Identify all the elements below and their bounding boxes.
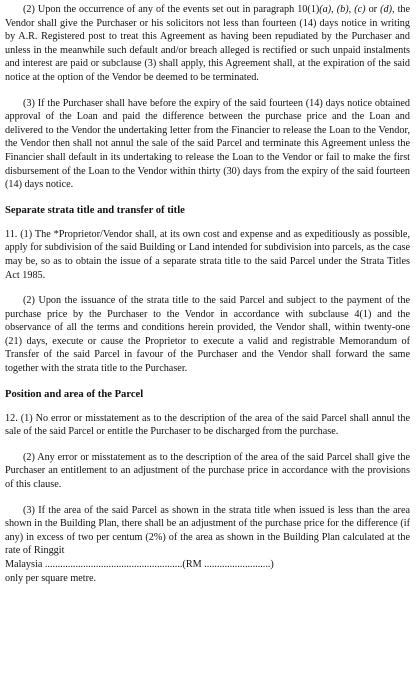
spacer [5, 376, 410, 388]
p10-2-lead: (2) Upon the occurrence of any of the events set out in paragraph 10(1) [23, 4, 320, 15]
spacer [5, 402, 410, 412]
spacer [5, 439, 410, 451]
paragraph-10-2 [5, 3, 410, 85]
spacer [5, 282, 410, 294]
p10-2-item-d: (d) [380, 4, 392, 15]
paragraph-10-3: (3) If the Purchaser shall have before the expiry of the said fourteen (14) days notice obtained approval of the Loan and paid the difference between the purchase price and the Loan and delivered to the Vendor the undertaking letter from the Financier to release the Loan to the Vendor, the Vendor then shall not annul the sale of the said Parcel and terminate this Agreement unless the Financier shall default in its undertaking to release the Loan to the Vendor or fail to make the first disbursement of the Loan to the Vendor within thirty (30) days from the expiry of the said fourteen (14) days notice. [5, 97, 410, 191]
spacer [5, 192, 410, 204]
p10-2-item-b: (b) [336, 4, 349, 15]
paragraph-12-3: (3) If the area of the said Parcel as shown in the strata title when issued is less than the area shown in the Building Plan, there shall be an adjustment of the purchase price for the difference (if any) in excess of two per centum (2%) of the area as shown in the Building Plan calculated at the rate of Ringgit [5, 504, 410, 557]
spacer [5, 85, 410, 97]
p10-2-item-c: (c) [354, 4, 366, 15]
p10-2-rest: , the Vendor shall give the Purchaser or his solicitors not less than fourteen (14) days notice in writing by A.R. Registered post to treat this Agreement as having been repudiated by the Purchaser and unless in the meanwhile such default and/or breach alleged is rectified or such unpaid instalments and interest are paid or subclause (3) shall apply, this Agreement shall, at the expiration of the said notice at the option of the Vendor be deemed to be terminated. [5, 4, 411, 83]
p10-2-sep-3: or [365, 4, 381, 15]
rate-fill-line: Malaysia ......................................................(RM ..........................) [5, 559, 274, 570]
heading-position-area: Position and area of the Parcel [5, 388, 144, 400]
paragraph-11-2: (2) Upon the issuance of the strata title to the said Parcel and subject to the payment of the purchase price by the Purchaser to the Vendor in accordance with subclause 4(1) and the observance of all the terms and conditions herein provided, the Vendor shall, within twenty-one (21) days, execute or cause the Proprietor to execute a valid and registrable Memorandum of Transfer of the said Parcel in favour of the Purchaser and the Vendor shall forward the same together with the strata title to the Purchaser. [5, 295, 410, 375]
spacer [5, 492, 410, 504]
heading-strata-title: Separate strata title and transfer of title [5, 204, 185, 216]
rate-fill-end: only per square metre. [5, 572, 97, 584]
paragraph-11-1: 11. (1) The *Proprietor/Vendor shall, at its own cost and expense and as expeditiously as possible, apply for subdivision of the said Building or Land intended for subdivision into parcels, as the case may be, so as to obtain the issue of a separate strata title to the said Parcel under the Strata Titles Act 1985. [5, 228, 410, 281]
document-page [5, 3, 410, 585]
p10-2-sep-2: , [348, 4, 355, 15]
p10-2-sep-1: , [331, 4, 337, 15]
paragraph-12-1: 12. (1) No error or misstatement as to the description of the area of the said Parcel shall annul the sale of the said Parcel or entitle the Purchaser to be discharged from the purchase. [5, 412, 410, 438]
paragraph-12-2: (2) Any error or misstatement as to the description of the area of the said Parcel shall give the Purchaser an entitlement to an adjustment of the purchase price in accordance with the provisions of this clause. [5, 451, 410, 491]
spacer [5, 218, 410, 228]
p10-2-item-a: (a) [319, 4, 332, 15]
